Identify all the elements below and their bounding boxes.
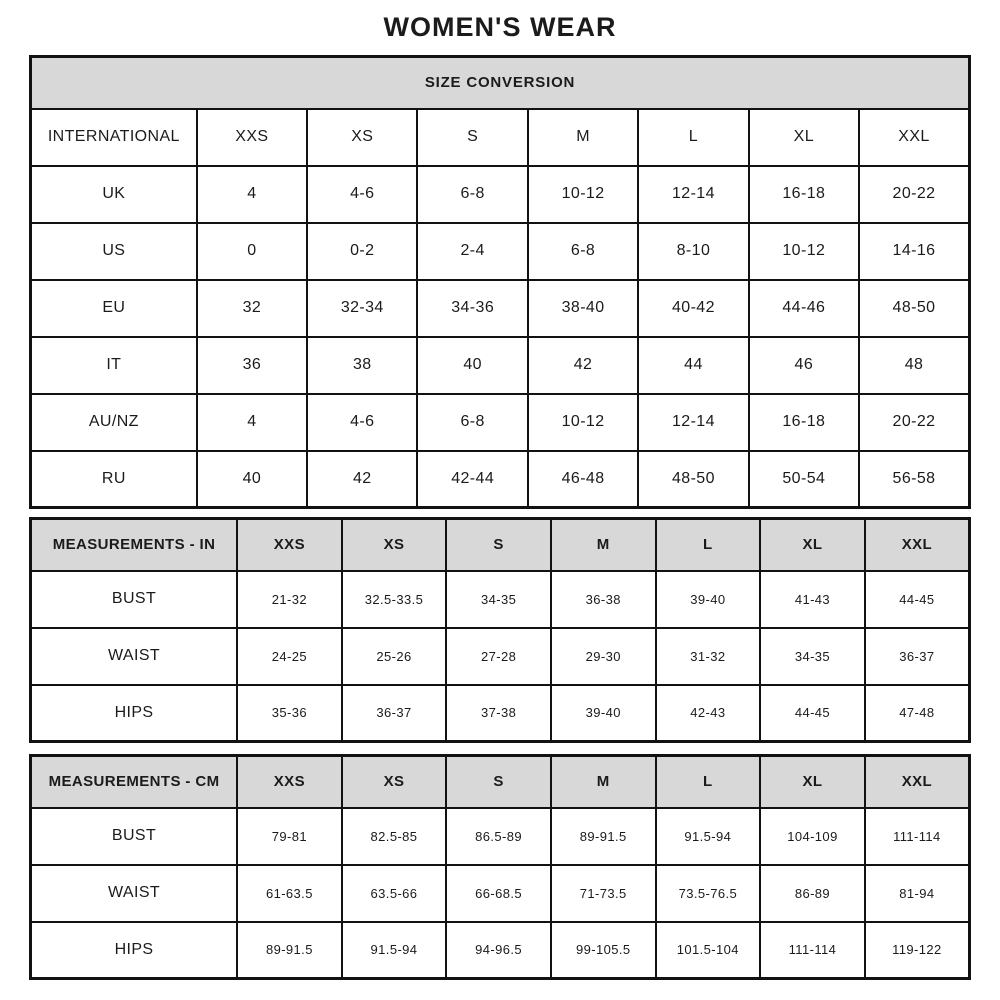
size-conversion-value-cell: 14-16 [859,223,969,280]
size-conversion-value-cell: 48-50 [859,280,969,337]
size-conversion-value-cell: 48-50 [638,451,748,508]
measurements-cm-table [29,754,971,980]
column-header-s: S [446,519,551,571]
measurements-cm-value-cell: 99-105.5 [551,922,656,979]
size-conversion-value-cell: 32 [197,280,307,337]
size-conversion-value-cell: 4-6 [307,394,417,451]
measurements-in-row-label: HIPS [31,685,238,742]
measurements-cm-row [31,808,970,865]
size-conversion-value-cell: 48 [859,337,969,394]
size-conversion-table [29,55,971,509]
size-conversion-value-cell: 46 [749,337,859,394]
size-conversion-value-cell: 36 [197,337,307,394]
size-conversion-value-cell: 12-14 [638,166,748,223]
measurements-in-header-label: MEASUREMENTS - IN [31,519,238,571]
table-banner-row [31,57,970,109]
size-conversion-value-cell: 16-18 [749,166,859,223]
measurements-in-row-label: BUST [31,571,238,628]
size-conversion-header-label: INTERNATIONAL [31,109,197,166]
column-header-xs: XS [307,109,417,166]
column-header-m: M [551,519,656,571]
size-conversion-row [31,337,970,394]
size-conversion-value-cell: 4-6 [307,166,417,223]
size-conversion-row-label: IT [31,337,197,394]
table-gap [29,743,971,754]
measurements-in-value-cell: 37-38 [446,685,551,742]
measurements-cm-value-cell: 111-114 [760,922,865,979]
size-conversion-value-cell: 6-8 [528,223,638,280]
size-conversion-value-cell: 0-2 [307,223,417,280]
size-conversion-value-cell: 42 [307,451,417,508]
measurements-cm-value-cell: 63.5-66 [342,865,447,922]
column-header-xl: XL [760,519,865,571]
size-conversion-row [31,451,970,508]
column-header-xxs: XXS [237,756,342,808]
measurements-cm-value-cell: 73.5-76.5 [656,865,761,922]
measurements-cm-value-cell: 91.5-94 [656,808,761,865]
size-conversion-value-cell: 10-12 [528,394,638,451]
size-conversion-value-cell: 50-54 [749,451,859,508]
column-header-s: S [446,756,551,808]
size-conversion-value-cell: 10-12 [749,223,859,280]
measurements-cm-value-cell: 104-109 [760,808,865,865]
size-conversion-banner: SIZE CONVERSION [31,57,970,109]
measurements-cm-header-label: MEASUREMENTS - CM [31,756,238,808]
size-conversion-value-cell: 4 [197,166,307,223]
column-header-l: L [656,519,761,571]
measurements-in-value-cell: 31-32 [656,628,761,685]
size-conversion-value-cell: 34-36 [417,280,527,337]
measurements-in-value-cell: 39-40 [656,571,761,628]
measurements-in-value-cell: 27-28 [446,628,551,685]
column-header-xl: XL [749,109,859,166]
table-gap [29,509,971,517]
measurements-cm-row-label: HIPS [31,922,238,979]
size-conversion-value-cell: 2-4 [417,223,527,280]
size-conversion-value-cell: 20-22 [859,394,969,451]
measurements-cm-value-cell: 86-89 [760,865,865,922]
measurements-in-value-cell: 24-25 [237,628,342,685]
size-conversion-value-cell: 20-22 [859,166,969,223]
size-conversion-row [31,280,970,337]
measurements-cm-value-cell: 71-73.5 [551,865,656,922]
size-conversion-value-cell: 10-12 [528,166,638,223]
size-conversion-row [31,223,970,280]
column-header-m: M [551,756,656,808]
column-header-m: M [528,109,638,166]
size-conversion-value-cell: 6-8 [417,166,527,223]
measurements-cm-value-cell: 79-81 [237,808,342,865]
size-conversion-value-cell: 44-46 [749,280,859,337]
size-conversion-value-cell: 56-58 [859,451,969,508]
column-header-xxs: XXS [237,519,342,571]
measurements-cm-value-cell: 91.5-94 [342,922,447,979]
measurements-in-value-cell: 29-30 [551,628,656,685]
measurements-cm-value-cell: 82.5-85 [342,808,447,865]
size-conversion-value-cell: 42-44 [417,451,527,508]
size-conversion-row [31,394,970,451]
column-header-l: L [638,109,748,166]
column-header-xxl: XXL [865,756,970,808]
measurements-in-value-cell: 39-40 [551,685,656,742]
measurements-in-value-cell: 34-35 [446,571,551,628]
measurements-in-value-cell: 25-26 [342,628,447,685]
size-conversion-value-cell: 38 [307,337,417,394]
size-conversion-value-cell: 40-42 [638,280,748,337]
measurements-in-row-label: WAIST [31,628,238,685]
column-header-row [31,756,970,808]
size-conversion-value-cell: 4 [197,394,307,451]
measurements-cm-value-cell: 119-122 [865,922,970,979]
measurements-in-value-cell: 36-37 [342,685,447,742]
measurements-cm-row-label: WAIST [31,865,238,922]
measurements-cm-row [31,865,970,922]
size-conversion-row-label: US [31,223,197,280]
size-conversion-value-cell: 38-40 [528,280,638,337]
page-title: WOMEN'S WEAR [383,12,617,42]
size-conversion-value-cell: 16-18 [749,394,859,451]
column-header-xxl: XXL [865,519,970,571]
measurements-in-value-cell: 41-43 [760,571,865,628]
measurements-in-value-cell: 32.5-33.5 [342,571,447,628]
measurements-in-value-cell: 44-45 [760,685,865,742]
measurements-in-table [29,517,971,743]
column-header-s: S [417,109,527,166]
measurements-cm-value-cell: 89-91.5 [237,922,342,979]
size-conversion-value-cell: 40 [417,337,527,394]
column-header-xxs: XXS [197,109,307,166]
size-conversion-value-cell: 32-34 [307,280,417,337]
size-conversion-value-cell: 40 [197,451,307,508]
measurements-in-value-cell: 47-48 [865,685,970,742]
measurements-cm-value-cell: 89-91.5 [551,808,656,865]
measurements-cm-row-label: BUST [31,808,238,865]
measurements-cm-value-cell: 81-94 [865,865,970,922]
measurements-cm-value-cell: 111-114 [865,808,970,865]
measurements-in-value-cell: 35-36 [237,685,342,742]
measurements-in-row [31,571,970,628]
size-conversion-value-cell: 12-14 [638,394,748,451]
column-header-xl: XL [760,756,865,808]
size-conversion-row-label: UK [31,166,197,223]
size-conversion-row [31,166,970,223]
measurements-cm-value-cell: 61-63.5 [237,865,342,922]
size-conversion-row-label: RU [31,451,197,508]
measurements-cm-value-cell: 86.5-89 [446,808,551,865]
column-header-row [31,109,970,166]
measurements-cm-value-cell: 94-96.5 [446,922,551,979]
measurements-cm-value-cell: 66-68.5 [446,865,551,922]
size-conversion-value-cell: 42 [528,337,638,394]
measurements-in-value-cell: 42-43 [656,685,761,742]
measurements-cm-row [31,922,970,979]
column-header-xs: XS [342,756,447,808]
measurements-in-row [31,628,970,685]
measurements-in-value-cell: 21-32 [237,571,342,628]
size-conversion-value-cell: 6-8 [417,394,527,451]
size-conversion-value-cell: 0 [197,223,307,280]
size-conversion-row-label: AU/NZ [31,394,197,451]
measurements-in-row [31,685,970,742]
measurements-in-value-cell: 34-35 [760,628,865,685]
size-conversion-value-cell: 8-10 [638,223,748,280]
measurements-in-value-cell: 36-37 [865,628,970,685]
size-conversion-value-cell: 46-48 [528,451,638,508]
column-header-xs: XS [342,519,447,571]
column-header-row [31,519,970,571]
column-header-xxl: XXL [859,109,969,166]
measurements-cm-value-cell: 101.5-104 [656,922,761,979]
size-conversion-value-cell: 44 [638,337,748,394]
size-conversion-row-label: EU [31,280,197,337]
measurements-in-value-cell: 44-45 [865,571,970,628]
measurements-in-value-cell: 36-38 [551,571,656,628]
column-header-l: L [656,756,761,808]
